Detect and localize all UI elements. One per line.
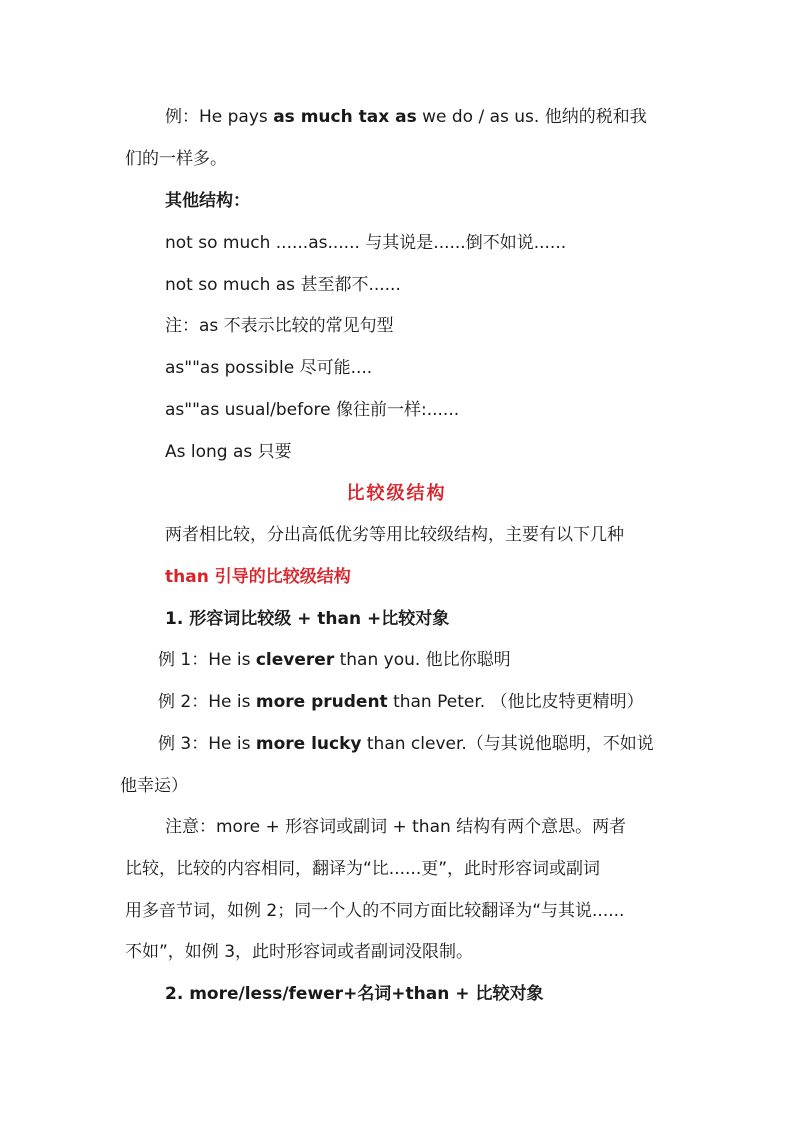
- rule-1-heading: 1. 形容词比较级 + than +比较对象: [165, 609, 450, 629]
- example-much-tax: 例：He pays as much tax as we do / as us. 他纳的税和我: [165, 107, 647, 127]
- subsection-title: than 引导的比较级结构: [165, 567, 351, 587]
- other-structures-heading: 其他结构：: [165, 191, 250, 211]
- note-as-patterns: 注：as 不表示比较的常见句型: [165, 316, 394, 336]
- structure-not-so-much-as: not so much ......as...... 与其说是......倒不如说......: [165, 233, 567, 253]
- example-much-tax-cont: 们的一样多。: [125, 149, 227, 169]
- pattern-as-possible: as""as possible 尽可能....: [165, 358, 373, 378]
- section-title: 比较级结构: [346, 483, 447, 504]
- example-1: 例 1：He is cleverer than you. 他比你聪明: [158, 650, 511, 670]
- example-3: 例 3：He is more lucky than clever.（与其说他聪明，不如说: [158, 734, 654, 754]
- note-para-3: 用多音节词，如例 2；同一个人的不同方面比较翻译为“与其说......: [125, 901, 625, 921]
- pattern-as-usual: as""as usual/before 像往前一样:......: [165, 400, 460, 420]
- note-para-4: 不如”，如例 3，此时形容词或者副词没限制。: [125, 942, 474, 962]
- structure-not-so-much-as-2: not so much as 甚至都不......: [165, 275, 401, 295]
- example-2: 例 2：He is more prudent than Peter. （他比皮特更精明）: [158, 692, 644, 712]
- note-para-1: 注意：more + 形容词或副词 + than 结构有两个意思。两者: [165, 817, 627, 837]
- pattern-as-long-as: As long as 只要: [165, 442, 292, 462]
- section-intro: 两者相比较，分出高低优劣等用比较级结构，主要有以下几种: [165, 525, 624, 545]
- note-para-2: 比较，比较的内容相同，翻译为“比......更”，此时形容词或副词: [125, 859, 601, 879]
- example-3-cont: 他幸运）: [120, 776, 188, 796]
- rule-2-heading: 2. more/less/fewer+名词+than + 比较对象: [165, 984, 544, 1004]
